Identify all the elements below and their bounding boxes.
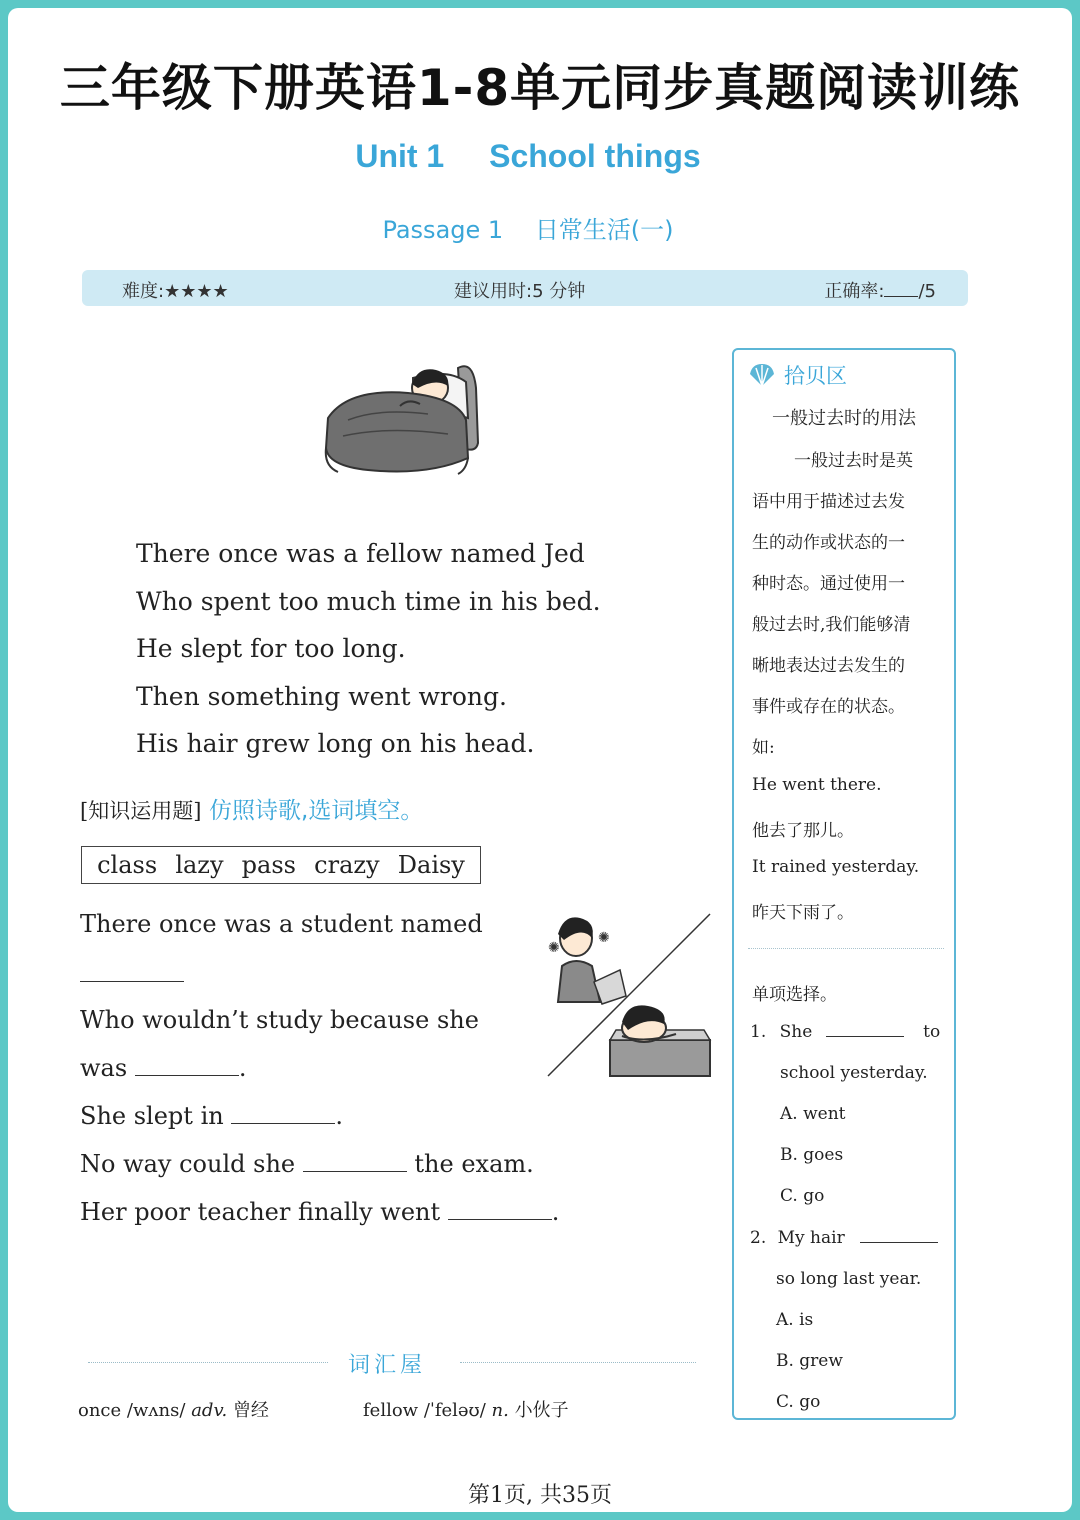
example-english: He went there. [752,775,882,795]
grammar-line: 语中用于描述过去发 [752,492,905,512]
main-title: 三年级下册英语1-8单元同步真题阅读训练 [59,59,1021,117]
vocab-meaning: 曾经 [232,1400,269,1421]
word-bank-item: Daisy [397,851,465,879]
task-instruction: 仿照诗歌,选词填空。 [209,798,424,824]
word-bank-item: lazy [175,851,224,879]
question-1 [750,1022,940,1042]
page-footer: 第1页, 共35页 [468,1483,612,1508]
option-b[interactable]: B. grew [776,1351,843,1371]
option-a[interactable]: A. is [776,1310,814,1330]
shell-icon [748,362,776,388]
poem-line: Then something went wrong. [136,681,507,711]
option-b[interactable]: B. goes [780,1145,844,1165]
vocab-phonetic: /wʌns/ [126,1400,186,1421]
accuracy-blank[interactable] [884,282,918,297]
word-bank [81,846,481,884]
poem-line: His hair grew long on his head. [136,729,535,758]
knowledge-sidebar [732,348,956,1420]
svg-text:✺: ✺ [598,930,610,946]
question-number: 2. [750,1228,767,1248]
accuracy-total: /5 [918,281,936,302]
answer-blank[interactable] [135,1055,239,1076]
unit-title [8,138,1048,175]
suggested-time: 建议用时:5 分钟 [454,281,586,302]
vocab-item [363,1396,569,1422]
task-tag: [知识运用题] [80,799,202,823]
vocab-word: fellow [363,1400,419,1421]
poem-line: There once was a fellow named Jed [136,539,585,568]
answer-blank[interactable] [231,1103,335,1124]
vocab-title: 词汇屋 [348,1353,427,1378]
example-chinese: 昨天下雨了。 [752,903,854,923]
word-bank-item: crazy [314,851,380,879]
boy-in-bed-illustration [308,348,488,478]
svg-text:✺: ✺ [548,940,560,956]
task-heading [80,792,423,825]
word-bank-item: pass [241,851,296,879]
question-text: so long last year. [776,1269,922,1289]
vocab-pos: adv. [191,1400,228,1421]
vocab-pos: n. [491,1400,509,1421]
sidebar-subtitle: 一般过去时的用法 [772,408,916,429]
passage-title [8,210,1048,245]
option-c[interactable]: C. go [780,1186,825,1206]
accuracy-field [824,277,936,303]
exercise-line-6: Her poor teacher finally went . [80,1198,560,1226]
passage-label: Passage 1 [382,216,504,244]
answer-blank[interactable] [860,1228,938,1243]
accuracy-label: 正确率: [824,281,885,302]
difficulty-rating: 难度:★★★★ [122,281,229,302]
question-number: 1. [750,1022,767,1042]
vocab-item [78,1396,269,1422]
grammar-line: 一般过去时是英 [794,451,913,471]
question-text: school yesterday. [780,1063,928,1083]
vocab-divider-right [460,1362,696,1363]
exercise-line-1: There once was a student named [80,910,483,938]
option-a[interactable]: A. went [780,1104,846,1124]
sidebar-divider [748,948,944,949]
exercise-text: was [80,1054,128,1082]
exercise-text: Her poor teacher finally went [80,1198,441,1226]
exercise-line-5 [80,1150,534,1178]
vocab-phonetic: /ˈfeləʊ/ [423,1400,486,1421]
exercise-line-2: Who wouldn’t study because she [80,1006,479,1034]
grammar-line: 晰地表达过去发生的 [752,656,905,676]
exercise-text: No way could she [80,1150,296,1178]
question-text: to [923,1022,941,1042]
grammar-line: 般过去时,我们能够清 [752,615,911,635]
worksheet-page [8,8,1072,1512]
exercise-line-4: She slept in . [80,1102,343,1130]
exercise-text: the exam. [414,1150,534,1178]
word-bank-item: class [97,851,158,879]
example-english: It rained yesterday. [752,857,920,877]
question-2 [750,1228,938,1248]
vocab-word: once [78,1400,122,1421]
grammar-line: 事件或存在的状态。 [752,697,905,717]
poem [136,530,601,768]
unit-name: School things [489,138,701,174]
info-bar [82,270,968,306]
quiz-title: 单项选择。 [752,985,837,1005]
poem-line: Who spent too much time in his bed. [136,586,601,616]
passage-name: 日常生活(一) [534,216,674,244]
example-chinese: 他去了那儿。 [752,821,854,841]
answer-blank[interactable] [448,1199,552,1220]
poem-line: He slept for too long. [136,634,406,663]
answer-blank[interactable] [826,1022,904,1037]
question-text: My hair [777,1228,845,1248]
vocab-divider-left [88,1362,328,1363]
exercise-text: She slept in [80,1102,224,1130]
grammar-line: 如: [752,738,775,758]
grammar-line: 生的动作或状态的一 [752,533,905,553]
question-text: She [779,1022,813,1042]
teacher-and-student-illustration [544,912,714,1082]
exercise-line-1-blank-row [80,960,184,988]
vocab-meaning: 小伙子 [514,1400,569,1421]
option-c[interactable]: C. go [776,1392,821,1412]
sidebar-heading [748,360,847,390]
exercise-line-3: was . [80,1054,247,1082]
grammar-line: 种时态。通过使用一 [752,574,905,594]
unit-label: Unit 1 [355,138,445,174]
answer-blank[interactable] [80,961,184,982]
answer-blank[interactable] [303,1151,407,1172]
sidebar-heading-label: 拾贝区 [784,364,847,388]
